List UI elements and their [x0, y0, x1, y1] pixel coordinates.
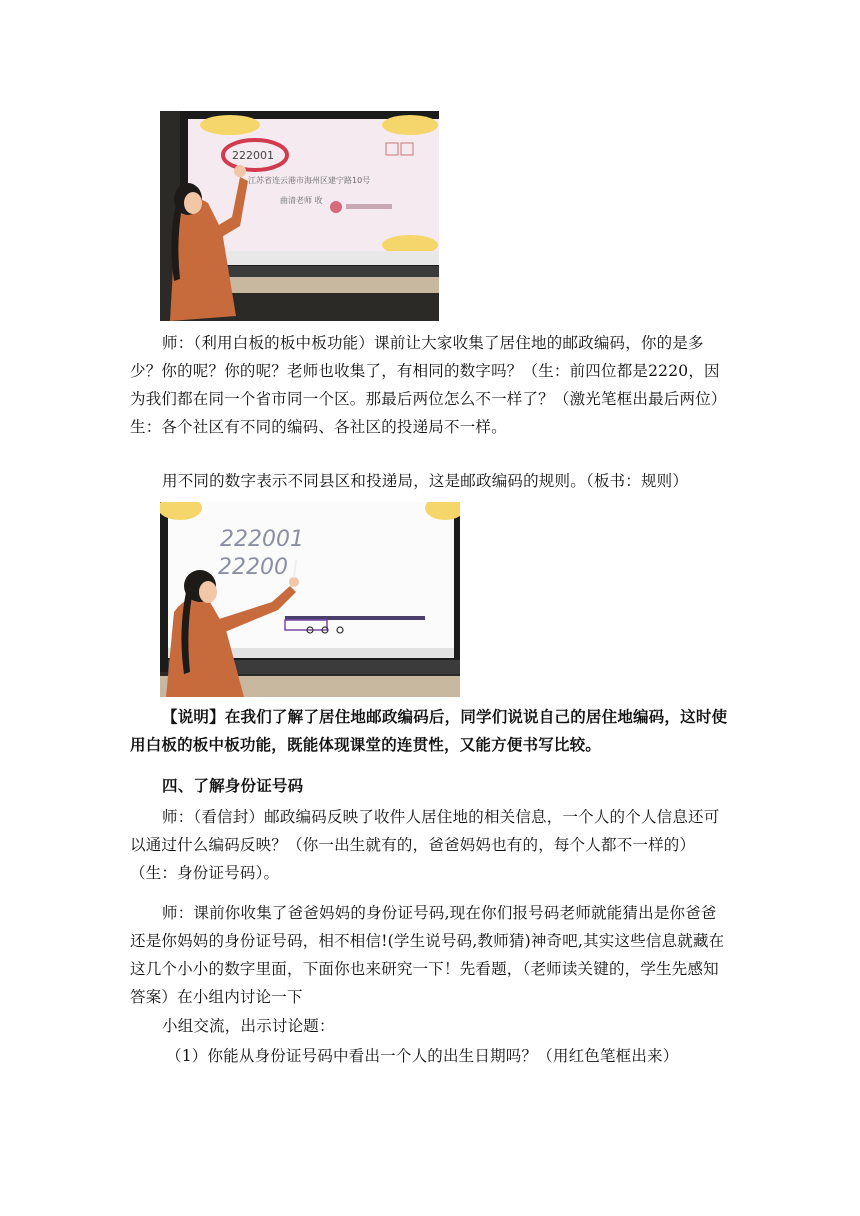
- handwriting-line-2: 22200: [218, 555, 288, 580]
- paragraph-text: 师：（看信封）邮政编码反映了收件人居住地的相关信息，一个人的个人信息还可以通过什么编码反映？（你一出生就有的，爸爸妈妈也有的，每个人都不一样的）（生：身份证号码）。: [130, 808, 720, 882]
- classroom-photo-1: [160, 111, 439, 321]
- discussion-question-1: [130, 1042, 730, 1070]
- paragraph-group-discussion: [130, 1012, 730, 1040]
- handwriting-line-1: 222001: [220, 527, 304, 552]
- section-heading-text: 四、了解身份证号码: [162, 776, 304, 795]
- recipient-text: 曲清老师 收: [280, 196, 323, 205]
- postcode-text: 222001: [232, 149, 274, 162]
- teacher-writing-on-whiteboard-photo: [160, 502, 460, 697]
- paragraph-text: 用不同的数字表示不同县区和投递局，这是邮政编码的规则。（板书：规则）: [162, 472, 689, 490]
- paragraph-text: 师：（利用白板的板中板功能）课前让大家收集了居住地的邮政编码，你的是多少？你的呢？你的呢？老师也收集了，有相同的数字吗？（生：前四位都是2220，因为我们都在同一个省市同一个区。那最后两位怎么不一样了？（激光笔框出最后两位）生：各个社区有不同的编码、各社区的投递局不一样。: [130, 334, 727, 436]
- paragraph-note: [130, 703, 730, 759]
- paragraph-postcode-dialogue: [130, 329, 730, 441]
- note-text: 在我们了解了居住地邮政编码后，同学们说说自己的居住地编码，这时使用白板的板中板功能，既能体现课堂的连贯性，又能方便书写比较。: [130, 707, 728, 754]
- note-label: 【说明】: [162, 707, 225, 726]
- paragraph-postcode-rule: [130, 467, 730, 495]
- classroom-photo-2: [160, 502, 460, 697]
- paragraph-text: 小组交流，出示讨论题：: [162, 1017, 335, 1035]
- paragraph-id-intro: [130, 803, 730, 887]
- section-heading: [130, 772, 730, 800]
- paragraph-id-game: [130, 899, 730, 1011]
- paragraph-text: 师：课前你收集了爸爸妈妈的身份证号码,现在你们报号码老师就能猜出是你爸爸还是你妈妈的身份证号码，相不相信!(学生说号码,教师猜)神奇吧,其实这些信息就藏在这几个小小的数字里面，下面你也来研究一下！先看题，（老师读关键的，学生先感知答案）在小组内讨论一下: [130, 904, 725, 1006]
- question-text: （1）你能从身份证号码中看出一个人的出生日期吗？（用红色笔框出来）: [166, 1047, 679, 1065]
- address-text: 江苏省连云港市海州区建宁路10号: [248, 176, 371, 185]
- teacher-at-whiteboard-photo: [160, 111, 439, 321]
